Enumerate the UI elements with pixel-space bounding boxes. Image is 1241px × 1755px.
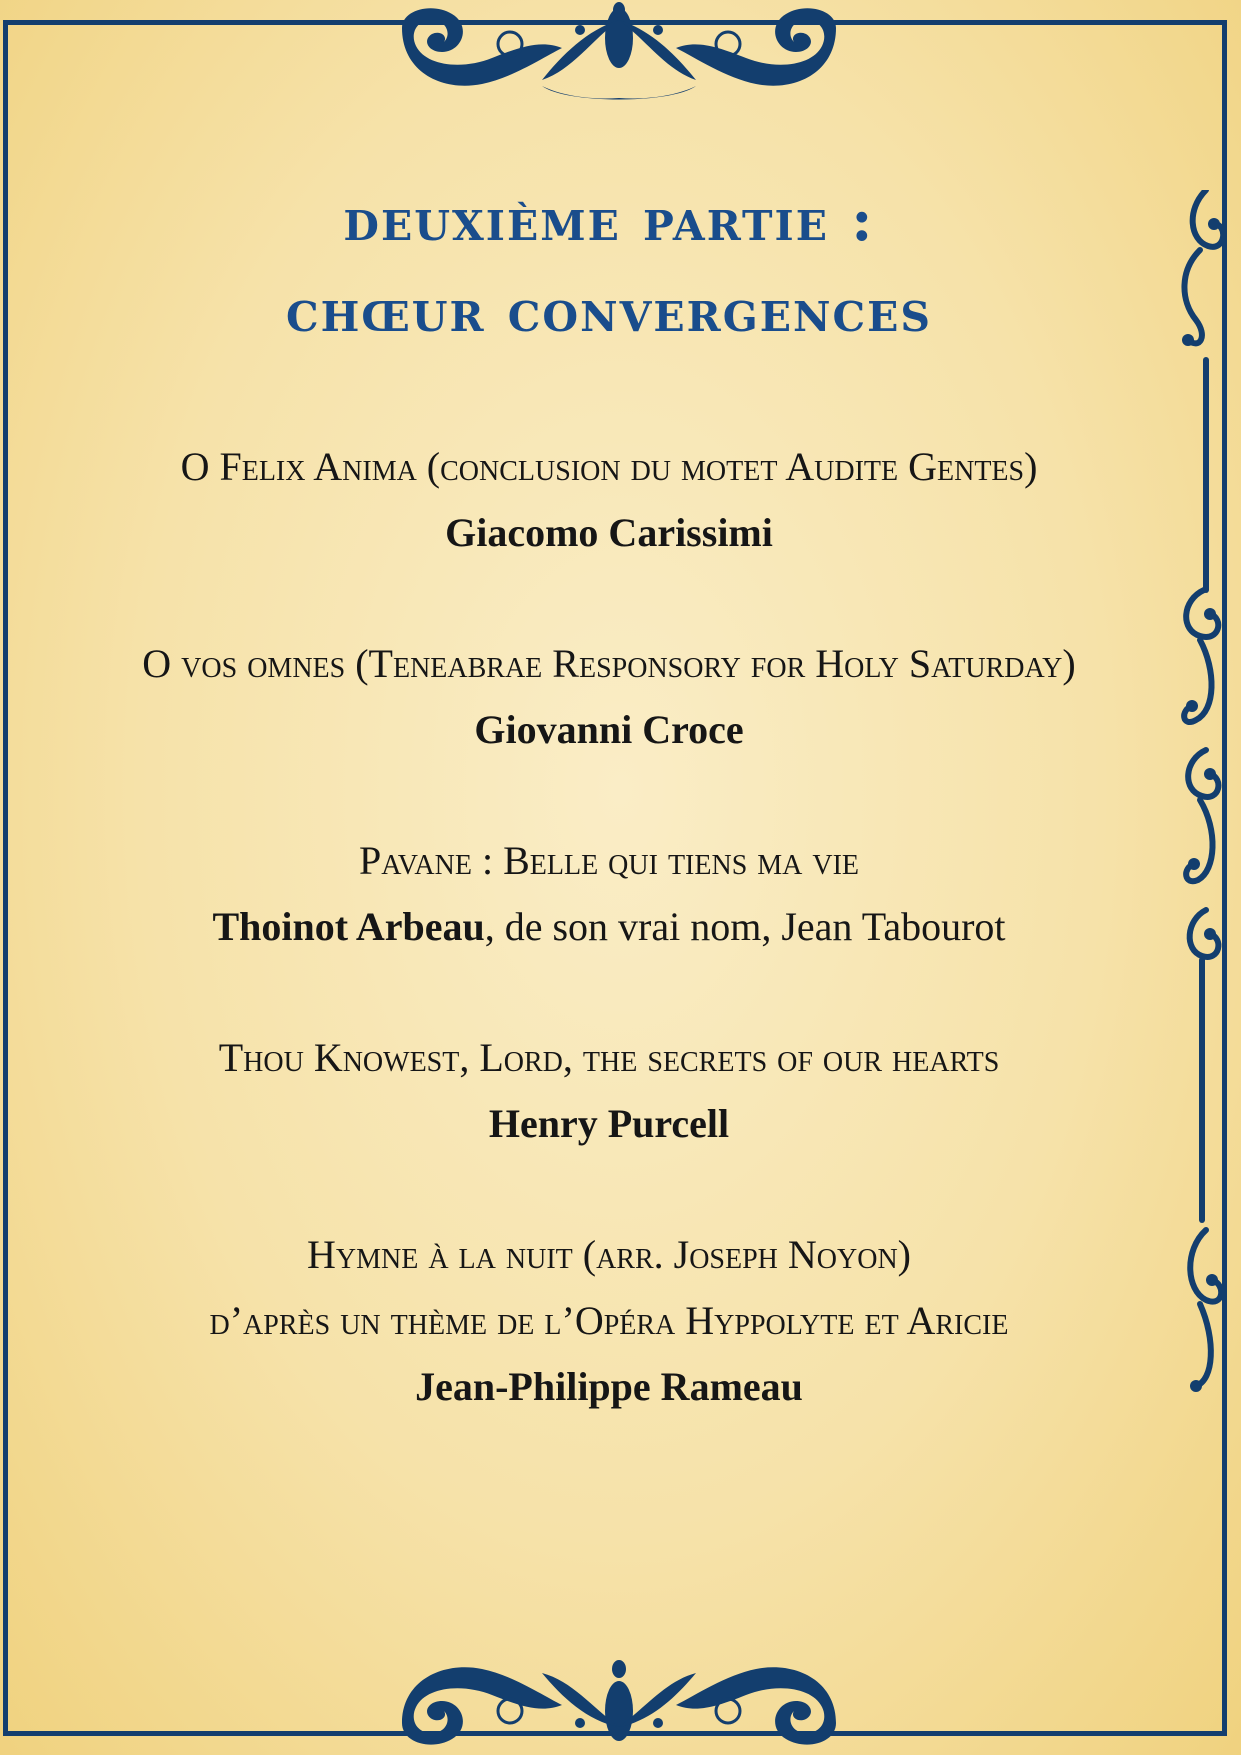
composer-name: Henry Purcell [488, 1101, 730, 1146]
composer-line [0, 894, 1218, 960]
composer-name: Giovanni Croce [474, 707, 744, 752]
piece-title: Pavane : Belle qui tiens ma vie [358, 838, 860, 883]
piece-title: O Felix Anima (conclusion du motet Audite Gentes) [180, 444, 1038, 489]
piece-title: Thou Knowest, Lord, the secrets of our hearts [218, 1035, 1000, 1080]
composer-name: Jean-Philippe Rameau [415, 1364, 803, 1409]
piece-subtitle: d’après un thème de l’Opéra Hyppolyte et Aricie [209, 1298, 1009, 1343]
program-item [0, 828, 1218, 960]
program-item [0, 434, 1218, 566]
program-item [0, 1025, 1218, 1157]
top-scroll-ornament [392, 0, 846, 106]
section-title-line-2: chœur convergences [286, 277, 932, 345]
composer-name: Giacomo Carissimi [445, 510, 773, 555]
program-item [0, 631, 1218, 763]
composer-note: , de son vrai nom, Jean Tabourot [484, 904, 1006, 949]
piece-title: Hymne à la nuit (arr. Joseph Noyon) [307, 1232, 911, 1277]
composer-name: Thoinot Arbeau [212, 904, 485, 949]
piece-title: O vos omnes (Teneabrae Responsory for Holy Saturday) [142, 641, 1076, 686]
bottom-scroll-ornament [392, 1651, 846, 1755]
section-title-line-1: deuxième partie : [343, 186, 875, 254]
section-title [0, 175, 1218, 357]
program-list [0, 434, 1218, 1420]
program-item [0, 1222, 1218, 1420]
